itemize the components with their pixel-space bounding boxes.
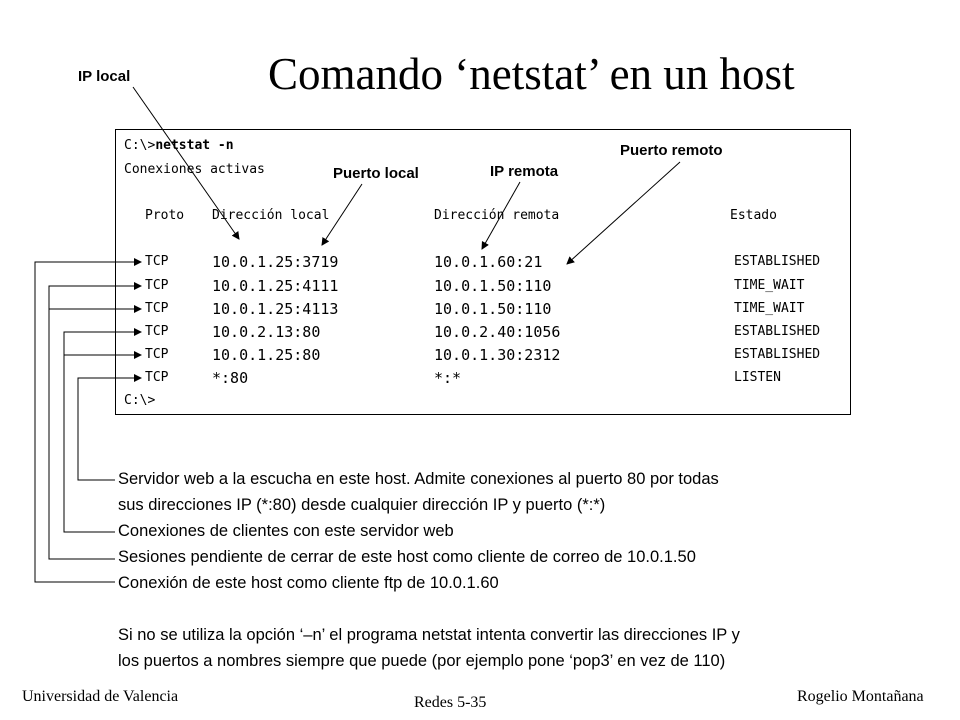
arrow-ip-remota — [482, 182, 520, 249]
column-header-remote: Dirección remota — [434, 208, 560, 223]
row-1-local: 10.0.1.25:4111 — [212, 277, 339, 295]
row-1-proto: TCP — [145, 278, 169, 293]
row-2-remote: 10.0.1.50:110 — [434, 300, 552, 318]
row-1-state: TIME_WAIT — [734, 278, 805, 293]
column-header-local: Dirección local — [212, 208, 330, 223]
row-5-local: *:80 — [212, 369, 249, 387]
label-puerto-remoto: Puerto remoto — [620, 142, 723, 159]
arrow-puerto-local — [322, 184, 362, 245]
row-3-remote: 10.0.2.40:1056 — [434, 323, 561, 341]
footer-author: Rogelio Montañana — [797, 688, 924, 705]
row-0-proto: TCP — [145, 254, 169, 269]
note-line1: Si no se utiliza la opción ‘–n’ el programa netstat intenta convertir las direcciones IP y — [118, 626, 740, 644]
row-0-local: 10.0.1.25:3719 — [212, 253, 339, 271]
slide-title: Comando ‘netstat’ en un host — [268, 49, 795, 99]
row-4-state: ESTABLISHED — [734, 347, 821, 362]
row-1-remote: 10.0.1.50:110 — [434, 277, 552, 295]
explanation-web-clients: Conexiones de clientes con este servidor web — [118, 522, 454, 540]
row-2-state: TIME_WAIT — [734, 301, 805, 316]
explanation-listen-line1: Servidor web a la escucha en este host. Admite conexiones al puerto 80 por todas — [118, 470, 719, 488]
console-command: netstat -n — [155, 138, 234, 153]
row-5-proto: TCP — [145, 370, 169, 385]
note-line2: los puertos a nombres siempre que puede (por ejemplo pone ‘pop3’ en vez de 110) — [118, 652, 726, 670]
label-ip-remota: IP remota — [490, 163, 559, 180]
console-heading: Conexiones activas — [124, 162, 265, 177]
label-ip-local: IP local — [78, 68, 131, 85]
bracket-listen — [78, 378, 141, 480]
explanation-listen-line2: sus direcciones IP (*:80) desde cualquier dirección IP y puerto (*:*) — [118, 496, 606, 514]
row-4-local: 10.0.1.25:80 — [212, 346, 321, 364]
row-2-local: 10.0.1.25:4113 — [212, 300, 339, 318]
column-header-state: Estado — [730, 208, 777, 223]
footer-university: Universidad de Valencia — [22, 688, 179, 705]
row-4-proto: TCP — [145, 347, 169, 362]
arrow-ip-local — [133, 87, 239, 239]
explanation-mail-sessions: Sesiones pendiente de cerrar de este host como cliente de correo de 10.0.1.50 — [118, 548, 696, 566]
footer-page-number: Redes 5-35 — [414, 694, 487, 711]
row-0-state: ESTABLISHED — [734, 254, 821, 269]
row-5-remote: *:* — [434, 369, 462, 387]
console-prompt: C:\> — [124, 138, 156, 153]
row-5-state: LISTEN — [734, 370, 781, 385]
bracket-mail-sessions — [49, 286, 141, 559]
explanation-ftp-client: Conexión de este host como cliente ftp de 10.0.1.60 — [118, 574, 499, 592]
column-header-proto: Proto — [145, 208, 185, 223]
row-3-local: 10.0.2.13:80 — [212, 323, 321, 341]
label-puerto-local: Puerto local — [333, 165, 419, 182]
row-4-remote: 10.0.1.30:2312 — [434, 346, 561, 364]
row-0-remote: 10.0.1.60:21 — [434, 253, 543, 271]
row-3-state: ESTABLISHED — [734, 324, 821, 339]
row-3-proto: TCP — [145, 324, 169, 339]
console-end-prompt: C:\> — [124, 393, 156, 408]
row-2-proto: TCP — [145, 301, 169, 316]
arrow-puerto-remoto — [567, 162, 680, 264]
